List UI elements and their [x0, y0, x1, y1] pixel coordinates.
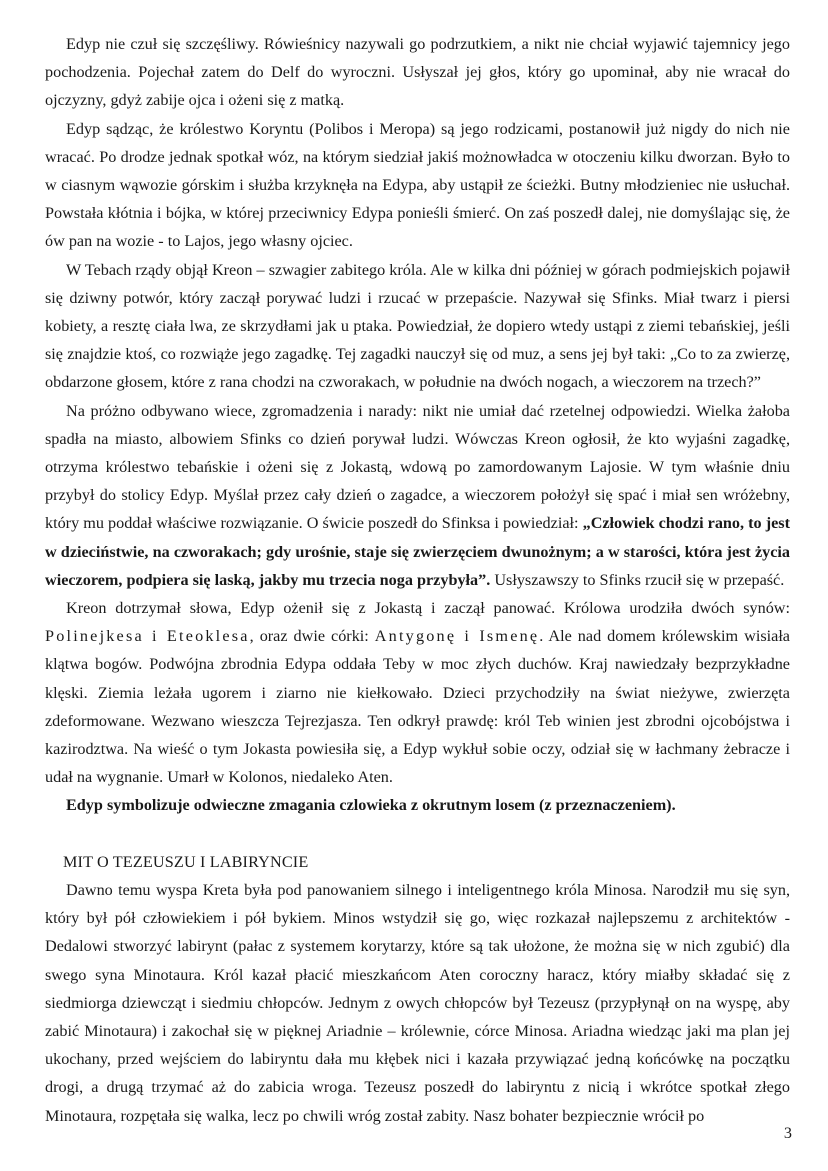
page-content — [45, 30, 790, 1130]
paragraph-edyp-korynt: Edyp sądząc, że królestwo Koryntu (Polibos i Meropa) są jego rodzicami, postanowił już nigdy do nich nie wracać. Po drodze jednak spotkał wóz, na którym siedział jakiś możnowładca w otoczeniu kilku dworzan. Było to w ciasnym wąwozie górskim i służba krzyknęła na Edypa, aby ustąpił ze ścieżki. Butny młodzieniec nie usłuchał. Powstała kłótnia i bójka, w której przeciwnicy Edypa ponieśli śmierć. On zaś poszedł dalej, nie domyślając się, że ów pan na wozie - to Lajos, jego własny ojciec. — [45, 119, 790, 251]
summary-statement: Edyp symbolizuje odwieczne zmagania czlowieka z okrutnym losem (z przeznaczeniem). — [66, 796, 676, 815]
kreon-text-part1: Kreon dotrzymał słowa, Edyp ożenił się z Jokastą i zaczął panować. Królowa urodziła dwóch synów: — [66, 599, 790, 618]
paragraph-kreon-sfinks: W Tebach rządy objął Kreon – szwagier zabitego króla. Ale w kilka dni później w górach podmiejskich pojawił się dziwny potwór, który zaczął porywać ludzi i rzucać w przepaście. Nazywał się Sfinks. Miał twarz i piersi kobiety, a resztę ciała lwa, ze skrzydłami jak u ptaka. Powiedział, że dopiero wtedy ustąpi z ziemi tebańskiej, jeśli się znajdzie ktoś, co rozwiąże jego zagadkę. Tej zagadki nauczył się od muz, a sens jej był taki: „Co to za zwierzę, obdarzone głosem, które z rana chodzi na czworakach, w południe na dwóch nogach, a wieczorem na trzech?” — [45, 260, 790, 392]
paragraph-sphinx-riddle-answer — [45, 397, 790, 594]
sons-names: Polinejkesa i Eteoklesa — [45, 627, 250, 646]
riddle-lead-text: Na próżno odbywano wiece, zgromadzenia i narady: nikt nie umiał dać rzetelnej odpowiedzi. Wielka żałoba spadła na miasto, albowiem Sfinks co dzień porywał ludzi. Wówczas Kreon ogłosił, że kto wyjaśni zagadkę, otrzyma królestwo tebańskie i ożeni się z Jokastą, wdową po zamordowanym Lajosie. W tym właśnie dniu przybył do stolicy Edyp. Myślał przez cały dzień o zagadce, a wieczorem położył się spać i miał sen wróżebny, który mu poddał właściwe rozwiązanie. O świcie poszedł do Sfinksa i powiedział: — [45, 401, 790, 533]
paragraph-edyp-unhappy: Edyp nie czuł się szczęśliwy. Rówieśnicy nazywali go podrzutkiem, a nikt nie chciał wyjawić tajemnicy jego pochodzenia. Pojechał zatem do Delf do wyroczni. Usłyszał jej głos, który go upominał, aby nie wracał do ojczyzny, gdyż zabije ojca i ożeni się z matką. — [45, 35, 790, 110]
daughters-names: Antygonę i Ismenę — [374, 627, 540, 646]
section-heading-tezeusz: MIT O TEZEUSZU I LABIRYNCIE — [63, 852, 309, 871]
kreon-text-part3: . Ale nad domem królewskim wisiała klątwa bogów. Podwójna zbrodnia Edypa oddała Teby w moc złych duchów. Kraj nawiedzały bezprzykładne klęski. Ziemia leżała ugorem i ziarno nie kiełkowało. Dzieci przychodziły na świat nieżywe, zwierzęta zdeformowane. Wezwano wieszcza Tejrezjasza. Ten odkrył prawdę: król Teb winien jest zbrodni ojcobójstwa i kazirodztwa. Na wieść o tym Jokasta powiesiła się, a Edyp wykłuł sobie oczy, odział się w łachmany żebracze i udał na wygnanie. Umarł w Kolonos, niedaleko Aten. — [45, 627, 790, 787]
paragraph-tezeusz-labirynt: Dawno temu wyspa Kreta była pod panowaniem silnego i inteligentnego króla Minosa. Narodził mu się syn, który był pół człowiekiem i pół bykiem. Minos wstydził się go, więc rozkazał najlepszemu z architektów - Dedalowi stworzyć labirynt (pałac z systemem korytarzy, które są tak ułożone, że można się w nich zgubić) dla swego syna Minotaura. Król kazał płacić mieszkańcom Aten coroczny haracz, który miałby składać się z siedmiorga dziewcząt i siedmiu chłopców. Jednym z owych chłopców był Tezeusz (przypłynął on na wyspę, aby zabić Minotaura) i zakochał się w pięknej Ariadnie – królewnie, córce Minosa. Ariadna wiedząc jaki ma plan jej ukochany, przed wejściem do labiryntu dała mu kłębek nici i kazała przywiązać jedną końcówkę na początku drogi, a drugą trzymać aż do zabicia wroga. Tezeusz poszedł do labiryntu z nicią i wkrótce spotkał złego Minotaura, rozpętała się walka, lecz po chwili wróg został zabity. Nasz bohater bezpiecznie wrócił po — [45, 880, 790, 1125]
kreon-text-part2: , oraz dwie córki: — [249, 627, 375, 646]
riddle-tail-text: Usłyszawszy to Sfinks rzucił się w przepaść. — [490, 570, 785, 589]
riddle-answer-quote: „Człowiek chodzi rano, to jest w dzieciństwie, na czworakach; gdy urośnie, staje się zwierzęciem dwunożnym; a w starości, która jest życia wieczorem, podpiera się laską, jakby mu trzecia noga przybyła”. — [45, 514, 790, 589]
paragraph-kreon-promise-kept — [45, 594, 790, 791]
section-spacer — [45, 820, 790, 848]
page-number: 3 — [783, 1124, 792, 1142]
